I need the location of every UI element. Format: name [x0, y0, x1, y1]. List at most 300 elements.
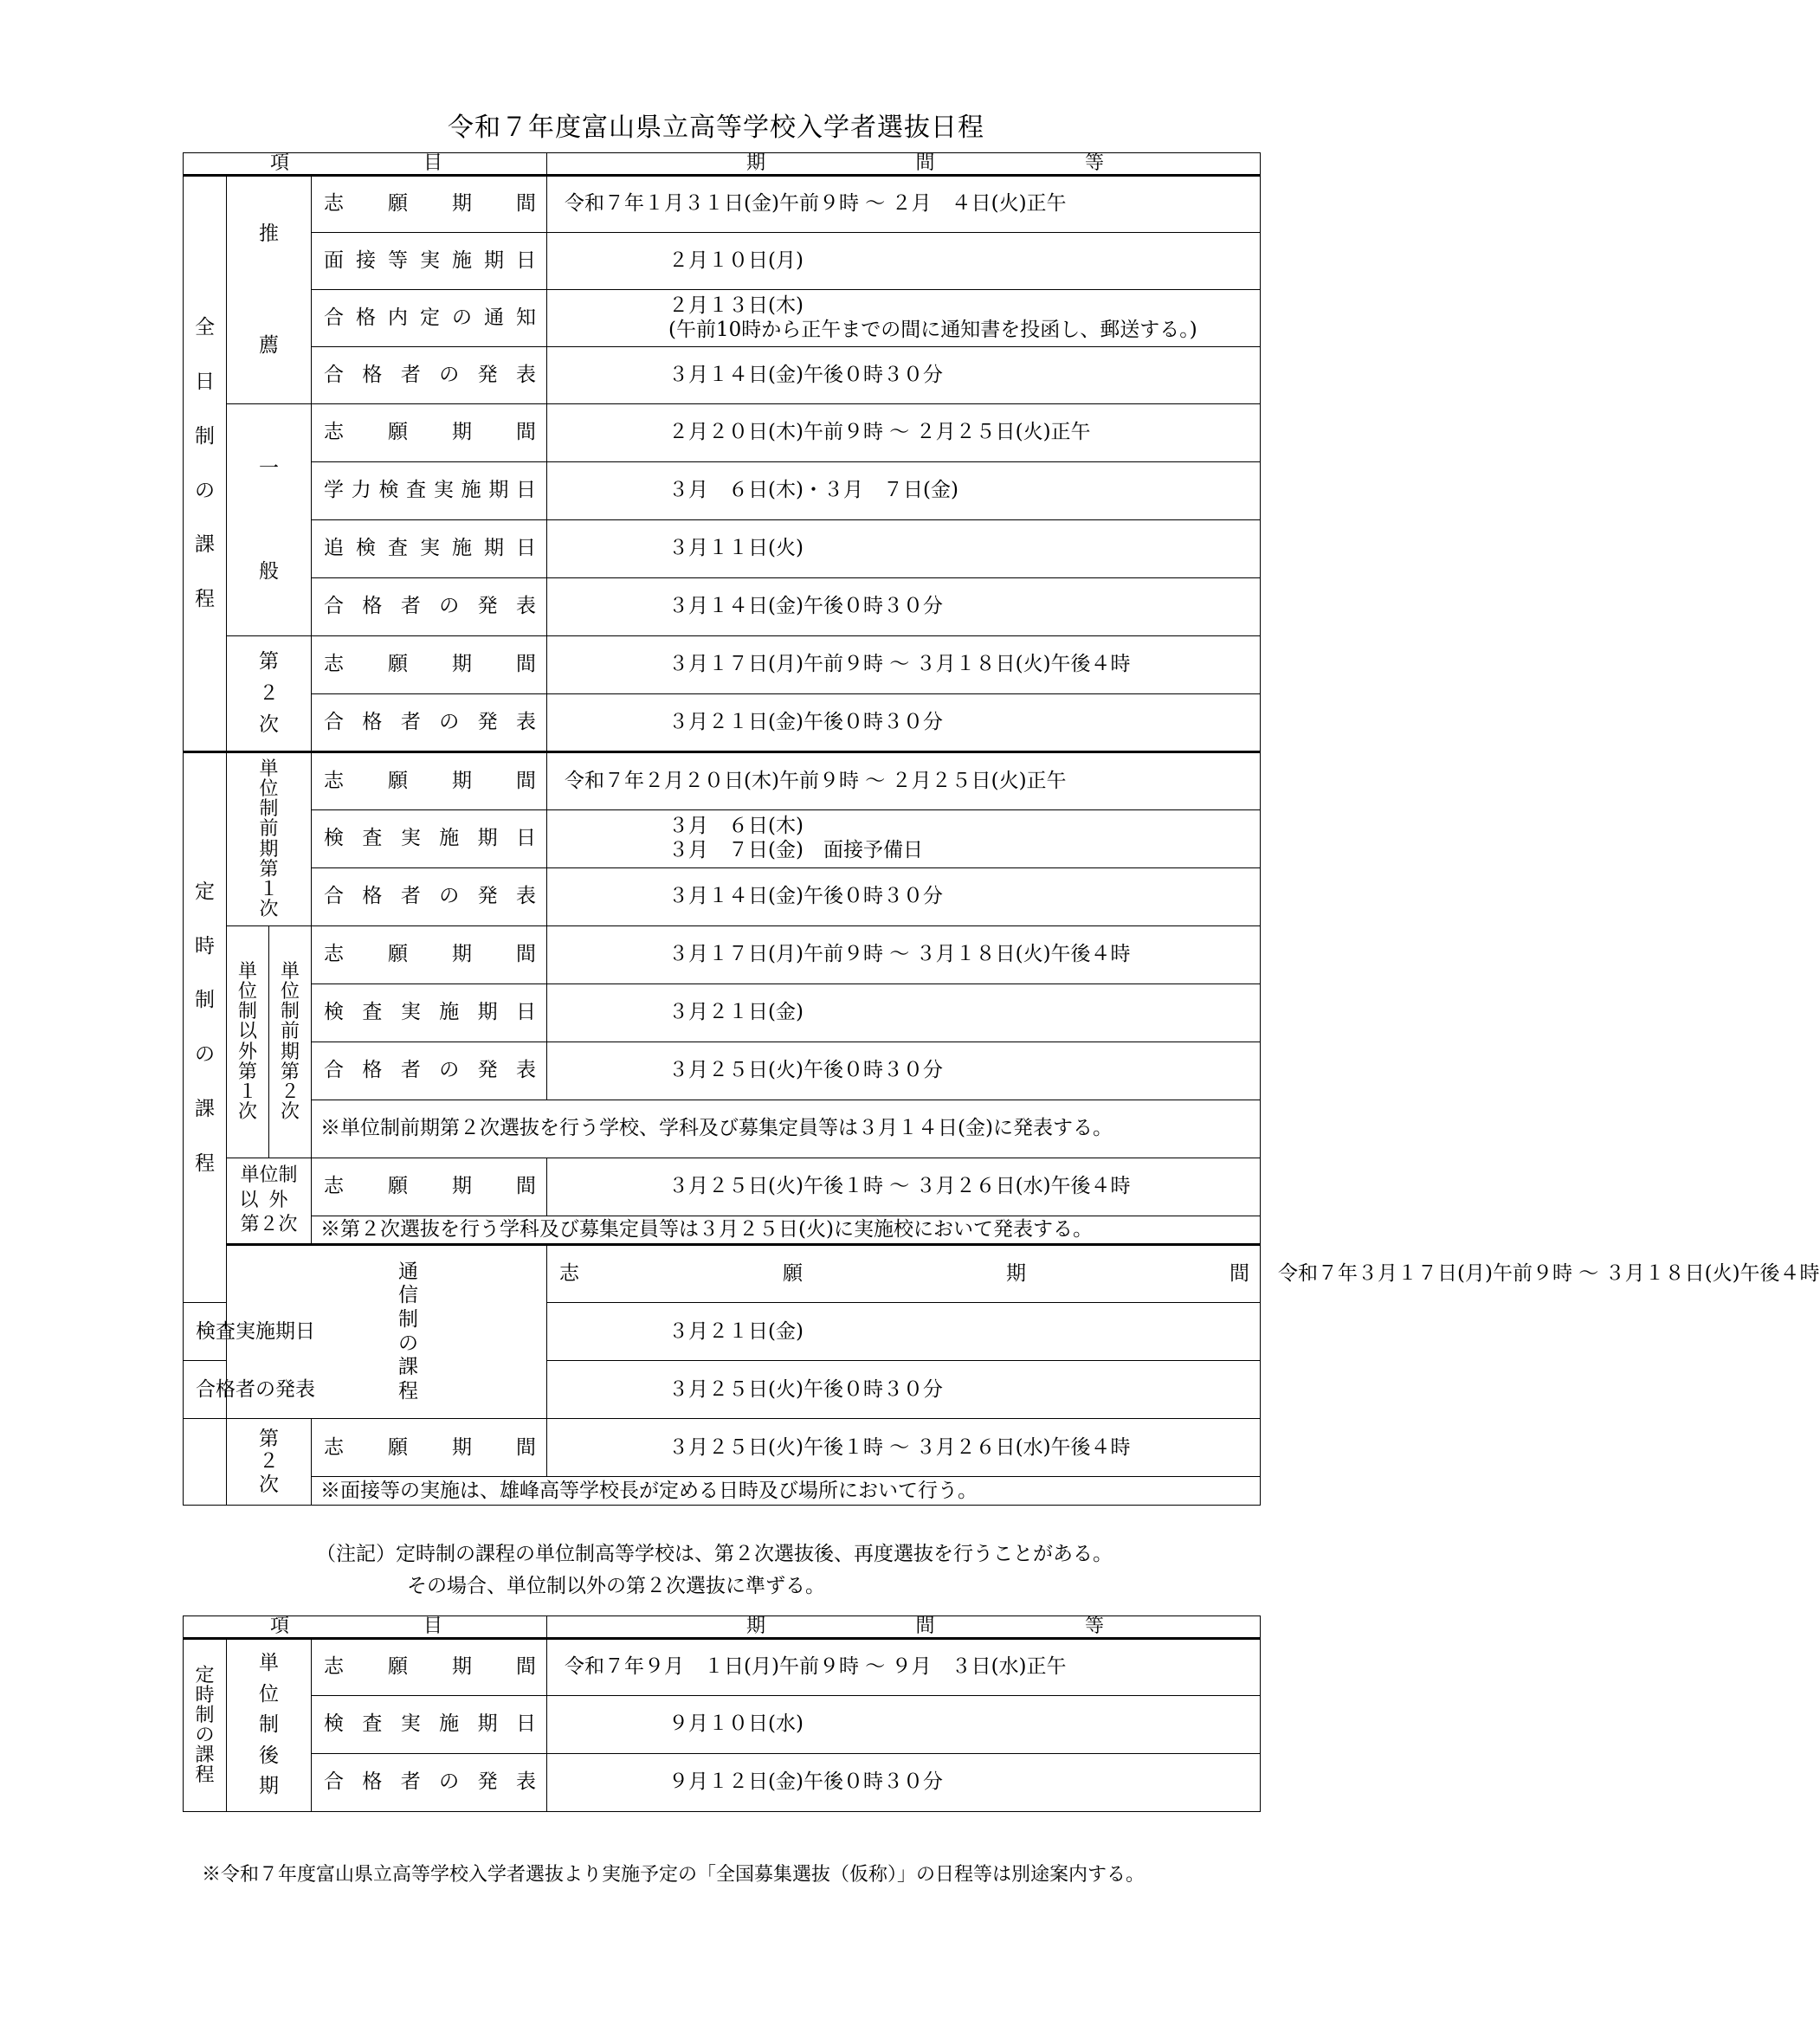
- item-label: [312, 768, 546, 795]
- item-label-char: 日: [515, 1712, 536, 1736]
- item-label-char: 実: [420, 248, 440, 272]
- item-label-char: 期: [452, 769, 472, 792]
- item-cell: [312, 694, 547, 752]
- item-label-char: 者: [400, 595, 421, 618]
- item-label-char: 発: [477, 885, 498, 908]
- value-line: ３月 ７日(金) 面接予備日: [668, 839, 923, 861]
- schedule-table: [183, 152, 1820, 1506]
- item-label-char: 願: [388, 192, 408, 216]
- header-row: [184, 153, 1261, 176]
- item-label-char: 表: [516, 595, 537, 618]
- item-label-char: 期: [452, 1655, 472, 1679]
- value-line: (午前10時から正午までの間に通知書を投函し、郵送する。): [668, 318, 1197, 341]
- item-label-char: 日: [516, 827, 537, 850]
- item-label-char: 志: [324, 653, 344, 676]
- value-line: ３月 ６日(木): [668, 815, 804, 838]
- vertical-label-char: 定: [195, 880, 215, 903]
- item-label: [312, 477, 546, 504]
- item-label-char: 知: [516, 306, 536, 329]
- item-label-char: 実: [400, 1001, 421, 1024]
- vertical-label-char: 程: [195, 1764, 215, 1787]
- value-cell: [547, 176, 1261, 233]
- item-label: [312, 825, 546, 852]
- vertical-label-char: 位: [280, 981, 300, 1003]
- vertical-label-char: 第: [280, 1061, 300, 1083]
- value-cell: [547, 752, 1261, 810]
- vertical-label: [227, 222, 311, 358]
- item-label-char: 表: [516, 710, 537, 733]
- vertical-label-char: 次: [259, 1473, 279, 1496]
- vertical-label-char: 以: [237, 1021, 257, 1043]
- item-label-char: 査: [362, 1001, 383, 1024]
- item-label-char: 合: [324, 306, 344, 329]
- vertical-label-char: 定: [195, 1664, 215, 1686]
- value-cell: [547, 1361, 1261, 1419]
- item-label-char: 願: [388, 421, 408, 444]
- item-cell: [312, 636, 547, 694]
- note-text: ※単位制前期第２次選抜を行う学校、学科及び募集定員等は３月１４日(金)に発表する。: [320, 1117, 1113, 1140]
- vertical-label-char: 単: [280, 961, 300, 983]
- vertical-label-char: 前: [280, 1021, 300, 1043]
- item-label-char: 期: [477, 827, 498, 850]
- table-row: [184, 290, 1261, 347]
- item-cell: [184, 1303, 315, 1361]
- item-label-char: 合: [324, 363, 344, 386]
- vertical-label-char: 時: [195, 934, 215, 958]
- item-label: [312, 941, 546, 968]
- item-label: [312, 1654, 546, 1680]
- item-label-char: 間: [516, 1655, 536, 1679]
- value-text: ３月１１日(火): [668, 537, 804, 560]
- vertical-label-char: 一: [259, 456, 279, 480]
- header-item-char: 項: [270, 152, 290, 174]
- value-cell: [547, 290, 1261, 347]
- subcategory-non-unit-first: [227, 926, 269, 1158]
- item-label-char: 志: [324, 421, 344, 444]
- table-row: [184, 404, 1261, 462]
- item-label-char: 接: [356, 248, 376, 272]
- item-label-char: 施: [452, 248, 472, 272]
- item-label-char: 期: [452, 1175, 472, 1198]
- item-label-char: 査: [216, 1319, 236, 1343]
- item-label-char: の: [439, 885, 460, 908]
- item-label-char: 検: [324, 1712, 344, 1736]
- item-label-char: 志: [324, 1175, 344, 1198]
- item-label-char: 格: [362, 885, 383, 908]
- item-label-char: 発: [275, 1377, 295, 1401]
- item-label-char: 願: [388, 769, 408, 792]
- item-label-char: 間: [516, 421, 536, 444]
- item-label: [312, 593, 546, 620]
- item-label-char: の: [255, 1377, 275, 1401]
- item-cell: [312, 752, 547, 810]
- vertical-label-char: 制: [195, 1704, 215, 1726]
- item-label-char: 格: [362, 595, 383, 618]
- item-label: [312, 1173, 546, 1200]
- item-label-char: 志: [559, 1262, 580, 1286]
- item-label: [312, 305, 546, 332]
- table-row: [184, 233, 1261, 290]
- vertical-label-char: 制: [259, 798, 279, 821]
- value-text: [547, 815, 1260, 862]
- vertical-label-char: 次: [237, 1100, 257, 1123]
- vertical-label-char: 制: [195, 424, 215, 448]
- note-text: ※第２次選抜を行う学科及び募集定員等は３月２５日(火)に実施校において発表する。: [320, 1218, 1093, 1241]
- item-label-char: 願: [388, 1655, 408, 1679]
- item-label: [312, 362, 546, 389]
- value-cell: [547, 984, 1261, 1042]
- item-label-char: 検: [196, 1319, 216, 1343]
- table-row: [184, 1245, 1261, 1303]
- vertical-label-char: 期: [259, 1775, 279, 1798]
- item-cell: [312, 1042, 547, 1100]
- item-label-char: 願: [388, 1435, 408, 1459]
- table-row: [184, 1639, 1261, 1696]
- value-line: ２月１３日(木): [668, 293, 804, 317]
- item-cell: [312, 1696, 547, 1754]
- subcategory-unit-first1: [227, 752, 312, 926]
- value-cell: [547, 868, 1261, 926]
- page-title: 令和７年度富山県立高等学校入学者選抜日程: [448, 113, 984, 143]
- item-label-char: 表: [515, 1770, 536, 1794]
- subcategory-correspondence-second: [227, 1419, 312, 1506]
- vertical-label-char: 信: [398, 1284, 419, 1307]
- header-period-cell: [547, 153, 1261, 176]
- subcategory-second: [227, 636, 312, 752]
- item-label: [312, 1769, 546, 1796]
- item-label-char: 間: [516, 1175, 536, 1198]
- table-row: [184, 752, 1261, 810]
- item-label-char: 表: [516, 1059, 537, 1082]
- item-label-char: 合: [324, 885, 344, 908]
- header-row: [184, 1616, 1261, 1639]
- vertical-label: [227, 1648, 311, 1803]
- remark-line-2: その場合、単位制以外の第２次選抜に準ずる。: [407, 1575, 825, 1597]
- item-label-char: 追: [324, 537, 344, 560]
- vertical-label: [227, 456, 311, 584]
- note-cell: [312, 1216, 1261, 1245]
- value-text: ３月１７日(月)午前９時 ～ ３月１８日(火)午後４時: [668, 943, 1131, 966]
- stacked-label-line: 第２次: [240, 1214, 298, 1236]
- item-cell: [312, 290, 547, 347]
- item-label-char: 期: [452, 1435, 472, 1459]
- item-cell: [312, 233, 547, 290]
- item-label-char: 日: [295, 1319, 315, 1343]
- item-label: [184, 1319, 315, 1345]
- table-row: [184, 347, 1261, 404]
- item-cell: [312, 1639, 547, 1696]
- value-cell: [547, 636, 1261, 694]
- item-label: [312, 999, 546, 1026]
- vertical-label-char: 課: [195, 533, 215, 557]
- item-cell: [312, 520, 547, 578]
- header-item-char: 目: [423, 1615, 442, 1637]
- value-text: 令和７年３月１７日(月)午前９時 ～ ３月１８日(火)午後４時: [1278, 1262, 1820, 1286]
- item-label-char: 願: [783, 1262, 804, 1286]
- vertical-label-char: 日: [195, 371, 215, 393]
- table-row: [184, 984, 1261, 1042]
- item-label-char: 検: [324, 1001, 344, 1024]
- item-label-char: 施: [439, 1001, 460, 1024]
- vertical-label-char: 制: [237, 1001, 257, 1023]
- header-item-cell: [184, 1616, 547, 1639]
- item-label: [312, 248, 546, 274]
- item-label-char: 日: [516, 1001, 537, 1024]
- item-label-char: 者: [400, 885, 421, 908]
- vertical-label-char: 後: [259, 1744, 279, 1767]
- item-label-char: 日: [516, 537, 536, 560]
- header-period-char: 等: [1085, 152, 1105, 174]
- table-row: [184, 176, 1261, 233]
- value-cell: [547, 1158, 1261, 1216]
- value-text: ３月１４日(金)午後０時３０分: [668, 885, 943, 908]
- value-cell: [547, 1303, 1261, 1361]
- header-period-char: 等: [1084, 1615, 1104, 1637]
- table-row: [184, 1158, 1261, 1216]
- item-label-char: 期: [452, 192, 472, 216]
- item-label-char: 検: [356, 537, 376, 560]
- header-item-cell: [184, 153, 547, 176]
- table-row: [184, 868, 1261, 926]
- value-cell: [547, 1754, 1261, 1812]
- item-cell: [312, 810, 547, 868]
- value-text: ３月２５日(火)午後０時３０分: [668, 1377, 943, 1401]
- item-label-char: 等: [388, 248, 408, 272]
- item-label-char: 施: [461, 479, 481, 502]
- item-label-char: 日: [516, 479, 537, 502]
- item-label: [312, 535, 546, 562]
- table-row: [184, 1696, 1261, 1754]
- value-text: ３月１７日(月)午前９時 ～ ３月１８日(火)午後４時: [668, 653, 1131, 676]
- item-label-char: 期: [477, 1712, 498, 1736]
- vertical-label-char: の: [195, 479, 215, 502]
- value-text: ２月２０日(木)午前９時 ～ ２月２５日(火)正午: [668, 421, 1091, 444]
- item-label-char: 発: [477, 595, 498, 618]
- vertical-label-char: 単: [259, 1651, 279, 1674]
- item-cell: [184, 1361, 315, 1419]
- table-row: [184, 578, 1261, 636]
- value-cell: [547, 1042, 1261, 1100]
- item-label-char: 格: [362, 1770, 383, 1794]
- vertical-label-char: ２: [259, 1450, 279, 1474]
- item-label-char: の: [439, 595, 460, 618]
- later-schedule-table: [183, 1615, 1261, 1812]
- vertical-label: [184, 1666, 226, 1786]
- item-cell: [312, 404, 547, 462]
- value-cell: [547, 520, 1261, 578]
- table-row: [184, 1042, 1261, 1100]
- subcategory-unit-later: [227, 1639, 312, 1812]
- vertical-label-char: 制: [195, 989, 215, 1012]
- item-label-char: 施: [255, 1319, 275, 1343]
- vertical-label: [184, 880, 226, 1177]
- vertical-label-char: 推: [259, 222, 279, 246]
- item-label-char: 面: [324, 248, 344, 272]
- item-cell: [312, 868, 547, 926]
- item-label-char: 者: [400, 1059, 421, 1082]
- note-cell: [312, 1100, 1261, 1158]
- value-text: ３月１４日(金)午後０時３０分: [668, 363, 943, 386]
- item-label-char: 合: [324, 1770, 344, 1794]
- item-label: [312, 1057, 546, 1084]
- item-label-char: 実: [236, 1319, 255, 1343]
- table-row: [184, 810, 1261, 868]
- value-text: ３月２１日(金)午後０時３０分: [668, 710, 943, 733]
- vertical-label-char: 次: [259, 898, 279, 920]
- item-label-char: 表: [295, 1377, 315, 1401]
- vertical-label-char: 外: [237, 1041, 257, 1063]
- category-part-time-later: [184, 1639, 227, 1812]
- value-cell: [547, 233, 1261, 290]
- item-label-char: 表: [516, 363, 537, 386]
- item-label-char: 発: [477, 1059, 498, 1082]
- vertical-label-char: 程: [195, 1151, 215, 1175]
- item-label-char: 期: [452, 943, 472, 966]
- item-label-char: 格: [356, 306, 376, 329]
- vertical-label: [227, 1428, 311, 1496]
- vertical-label: [227, 646, 311, 741]
- item-label-char: 査: [406, 479, 427, 502]
- table-row: [184, 926, 1261, 984]
- item-label-char: 実: [400, 827, 421, 850]
- vertical-label-char: 課: [195, 1744, 215, 1767]
- stacked-label-line: 単位制: [240, 1164, 298, 1187]
- item-label-char: 志: [324, 769, 344, 792]
- vertical-label-char: 課: [195, 1097, 215, 1120]
- value-text: ３月２５日(火)午後１時 ～ ３月２６日(水)午後４時: [668, 1435, 1131, 1459]
- vertical-label-char: 全: [195, 316, 215, 339]
- category-full-time: [184, 176, 227, 752]
- vertical-label-char: 制: [398, 1307, 419, 1331]
- table-row: [184, 1477, 1261, 1506]
- note-text: ※面接等の実施は、雄峰高等学校長が定める日時及び場所において行う。: [320, 1479, 978, 1502]
- item-label-char: 間: [516, 653, 536, 676]
- subcategory-unit-first2: [269, 926, 312, 1158]
- item-label-char: 合: [324, 595, 344, 618]
- vertical-label-char: 程: [195, 588, 215, 610]
- item-label-char: 定: [420, 306, 440, 329]
- table-row: [184, 520, 1261, 578]
- item-cell: [312, 578, 547, 636]
- item-label-char: 力: [351, 479, 371, 502]
- vertical-label-char: 薦: [259, 334, 279, 357]
- vertical-label-char: 通: [398, 1260, 419, 1283]
- item-label-char: の: [452, 306, 472, 329]
- value-cell: [547, 404, 1261, 462]
- item-label-char: 志: [324, 1435, 344, 1459]
- vertical-label-char: 位: [237, 981, 257, 1003]
- item-label: [312, 883, 546, 910]
- item-label-char: 格: [362, 363, 383, 386]
- vertical-label-char: 次: [280, 1100, 300, 1123]
- value-cell: [547, 1639, 1261, 1696]
- table-row: [184, 1216, 1261, 1245]
- item-label-char: 間: [516, 192, 536, 216]
- item-label-char: 期: [452, 653, 472, 676]
- item-label-char: の: [439, 710, 460, 733]
- vertical-label-char: 制: [280, 1001, 300, 1023]
- item-label-char: の: [439, 1059, 460, 1082]
- vertical-label-char: の: [398, 1332, 419, 1355]
- vertical-label-char: 期: [280, 1041, 300, 1063]
- item-label-char: 格: [362, 710, 383, 733]
- value-text: ９月１２日(金)午後０時３０分: [668, 1770, 943, 1794]
- value-text: 令和７年２月２０日(木)午前９時 ～ ２月２５日(火)正午: [565, 769, 1067, 792]
- vertical-label-char: 時: [195, 1684, 215, 1706]
- item-label-char: 期: [484, 248, 504, 272]
- item-label: [312, 709, 546, 736]
- stacked-label-line: 以外: [239, 1189, 299, 1211]
- value-text: ３月２１日(金): [668, 1001, 804, 1024]
- vertical-label-char: 程: [398, 1379, 419, 1403]
- table-row: [184, 1100, 1261, 1158]
- item-label-char: 間: [516, 1435, 536, 1459]
- item-label-char: 志: [324, 1655, 344, 1679]
- item-cell: [312, 926, 547, 984]
- subcategory-general: [227, 404, 312, 636]
- item-label-char: 検: [324, 827, 344, 850]
- value-cell: [547, 926, 1261, 984]
- item-label-char: 間: [516, 943, 536, 966]
- value-text: ３月２５日(火)午後０時３０分: [668, 1059, 943, 1082]
- vertical-label: [269, 962, 311, 1122]
- vertical-label: [184, 315, 226, 612]
- item-cell: [312, 1419, 547, 1477]
- vertical-label-char: 位: [259, 1682, 279, 1706]
- item-label-char: 検: [378, 479, 399, 502]
- item-label-char: 表: [516, 885, 537, 908]
- table-row: [184, 694, 1261, 752]
- item-label: [312, 1711, 546, 1738]
- header-item-char: 項: [270, 1615, 290, 1637]
- item-label-char: 日: [516, 248, 536, 272]
- footer-note: ※令和７年度富山県立高等学校入学者選抜より実施予定の「全国募集選抜（仮称）」の日程等は別途案内する。: [202, 1864, 1146, 1886]
- vertical-label-char: 第: [259, 1427, 279, 1450]
- value-text: ３月２１日(金): [668, 1319, 804, 1343]
- vertical-label-char: １: [237, 1080, 257, 1103]
- item-label-char: 施: [439, 827, 460, 850]
- value-text: ９月１０日(水): [668, 1712, 804, 1736]
- item-label-char: 間: [1229, 1262, 1250, 1286]
- value-text: [547, 294, 1260, 342]
- header-period-char: 間: [915, 152, 935, 174]
- item-label-char: 発: [477, 710, 498, 733]
- item-label-char: 実: [433, 479, 454, 502]
- item-label-char: 者: [400, 1770, 421, 1794]
- value-cell: [547, 1419, 1261, 1477]
- vertical-label-char: ２: [280, 1080, 300, 1103]
- item-label-char: の: [439, 1770, 460, 1794]
- value-cell: [547, 810, 1261, 868]
- item-label-char: 期: [1006, 1262, 1027, 1286]
- item-label: [312, 1435, 546, 1461]
- value-text: 令和７年１月３１日(金)午前９時 ～ ２月 ４日(火)正午: [565, 192, 1067, 216]
- item-label-char: 発: [477, 1770, 498, 1794]
- vertical-label-char: 課: [398, 1356, 419, 1379]
- vertical-label-char: 第: [237, 1061, 257, 1083]
- vertical-label-char: 第: [259, 649, 279, 673]
- remark-line-1: （注記）定時制の課程の単位制高等学校は、第２次選抜後、再度選抜を行うことがある。: [316, 1543, 1113, 1565]
- subcategory-recommend: [227, 176, 312, 404]
- vertical-label-char: 位: [259, 778, 279, 801]
- stacked-label: [227, 1164, 311, 1238]
- value-cell: [547, 694, 1261, 752]
- item-cell: [312, 1754, 547, 1812]
- item-label-char: 合: [196, 1377, 216, 1401]
- item-label-char: 査: [362, 827, 383, 850]
- value-text: ２月１０日(月): [668, 248, 804, 272]
- item-label-char: 査: [362, 1712, 383, 1736]
